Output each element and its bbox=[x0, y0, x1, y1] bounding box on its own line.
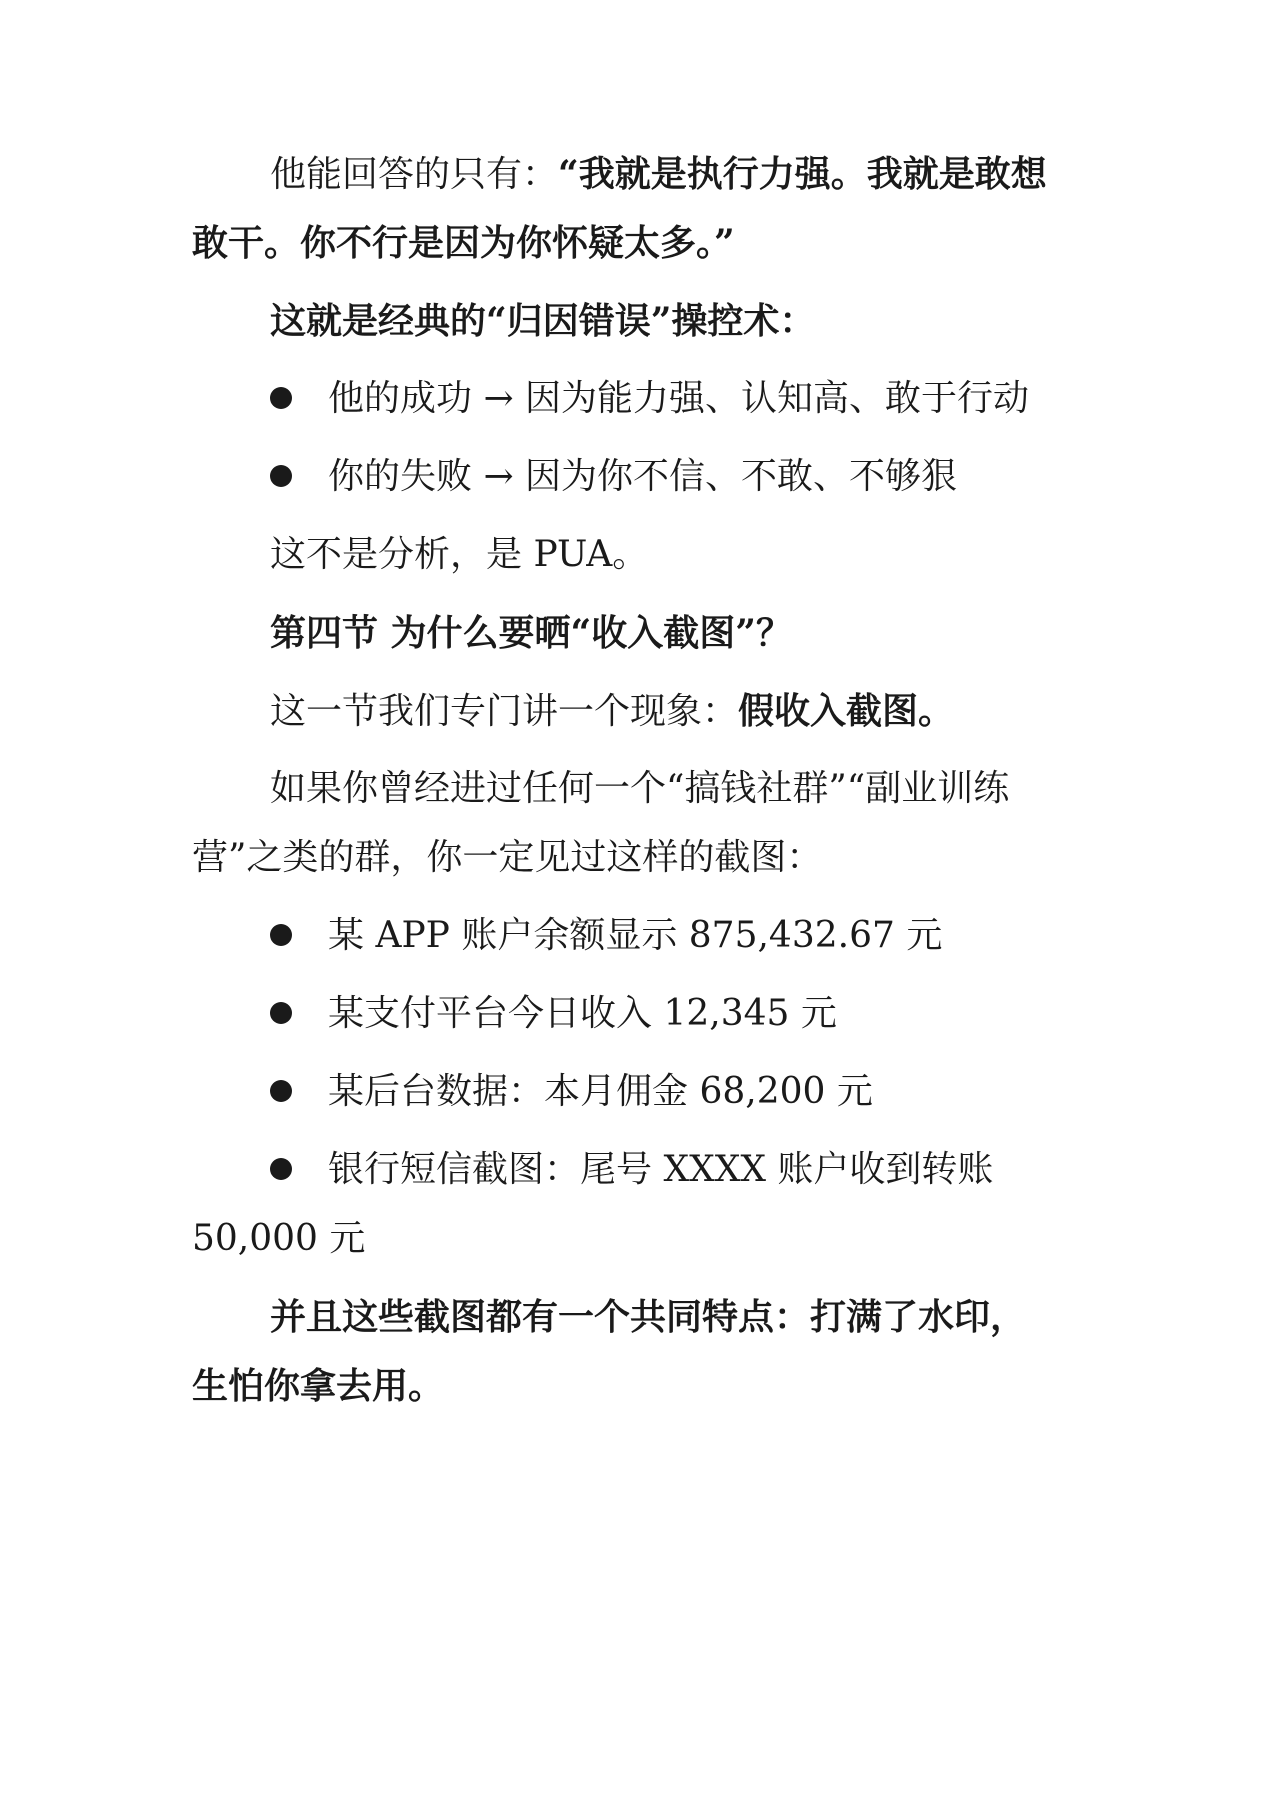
paragraph-watermark-line1: 并且这些截图都有一个共同特点：打满了水印， bbox=[270, 1296, 1027, 1338]
bullet-item-success: 他的成功 → 因为能力强、认知高、敢于行动 bbox=[270, 375, 1029, 423]
paragraph-phenomenon: 这一节我们专门讲一个现象：假收入截图。 bbox=[270, 690, 955, 732]
paragraph-watermark-line2: 生怕你拿去用。 bbox=[192, 1365, 445, 1407]
bullet-item-bank-sms-cont: 50,000 元 bbox=[192, 1218, 366, 1259]
paragraph-pua: 这不是分析，是 PUA。 bbox=[270, 534, 649, 575]
bullet-dot-icon bbox=[270, 1080, 292, 1102]
bullet-item-failure: 你的失败 → 因为你不信、不敢、不够狠 bbox=[270, 453, 957, 501]
bullet-dot-icon bbox=[270, 1002, 292, 1024]
attribution-error-heading: 这就是经典的“归因错误”操控术： bbox=[270, 300, 816, 342]
bullet-dot-icon bbox=[270, 387, 292, 409]
paragraph-answer-line1 bbox=[270, 150, 1160, 199]
bullet-item-bank-sms: 银行短信截图：尾号 XXXX 账户收到转账 bbox=[270, 1146, 993, 1194]
paragraph-groups-line1: 如果你曾经进过任何一个“搞钱社群”“副业训练 bbox=[270, 768, 1010, 809]
bullet-dot-icon bbox=[270, 465, 292, 487]
bullet-dot-icon bbox=[270, 924, 292, 946]
bullet-dot-icon bbox=[270, 1158, 292, 1180]
answer-intro: 他能回答的只有： bbox=[270, 154, 559, 195]
paragraph-answer-line2: 敢干。你不行是因为你怀疑太多。” bbox=[192, 222, 735, 264]
section-title: 第四节 为什么要晒“收入截图”？ bbox=[270, 612, 792, 654]
answer-quote-start: “我就是执行力强。我就是敢想 bbox=[558, 153, 1047, 195]
bullet-item-payment-income: 某支付平台今日收入 12,345 元 bbox=[270, 990, 837, 1038]
bullet-item-app-balance: 某 APP 账户余额显示 875,432.67 元 bbox=[270, 912, 942, 960]
fake-income-screenshot-term: 假收入截图。 bbox=[738, 690, 955, 732]
bullet-item-commission: 某后台数据：本月佣金 68,200 元 bbox=[270, 1068, 873, 1116]
paragraph-groups-line2: 营”之类的群，你一定见过这样的截图： bbox=[192, 837, 823, 878]
